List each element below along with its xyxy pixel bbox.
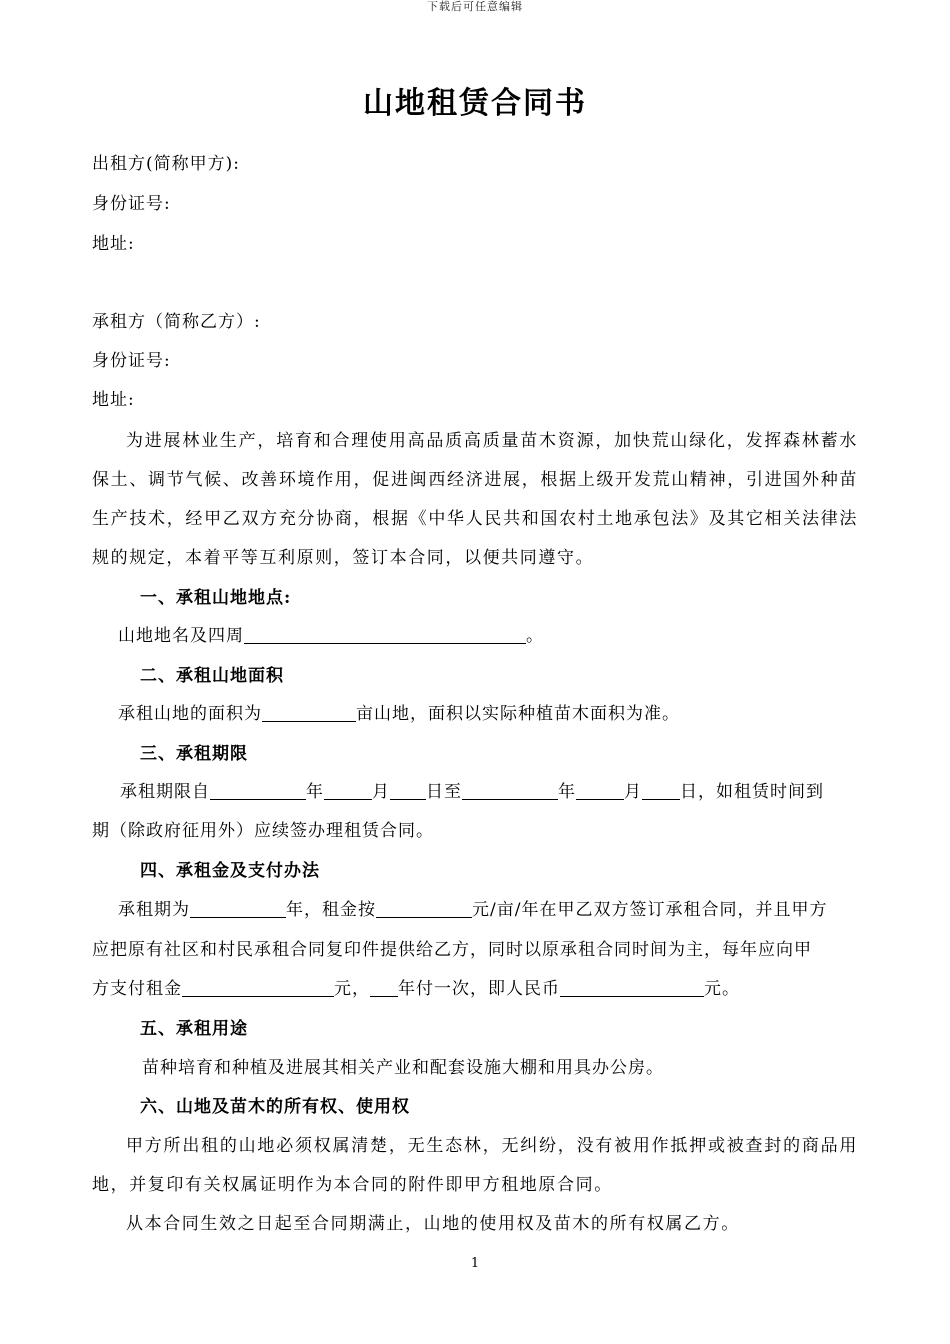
end-year-blank (462, 781, 558, 800)
end-day-blank (642, 781, 680, 800)
page-number: 1 (470, 1256, 480, 1271)
term-label: 承租期为 (118, 900, 190, 920)
yuan-end-label: 元。 (704, 979, 740, 999)
day-label-2: 日，如租赁时间到 (680, 782, 824, 802)
lessee-label: 承租方（简称乙方）: (92, 312, 261, 332)
term-from-label: 承租期限自 (120, 782, 210, 802)
start-year-blank (210, 781, 306, 800)
rent-amount-blank (182, 978, 334, 997)
lessor-label: 出租方(简称甲方): (92, 154, 240, 174)
section-5-text: 苗种培育和种植及进展其相关产业和配套设施大棚和用具办公房。 (142, 1058, 664, 1078)
lessee-address-label: 地址: (92, 390, 135, 410)
yuan-label: 元， (334, 979, 370, 999)
location-blank (244, 625, 526, 644)
term-years-blank (190, 899, 286, 918)
lessor-address-label: 地址: (92, 234, 135, 254)
section-2-text (118, 702, 680, 726)
pay-rent-label: 方支付租金 (92, 979, 182, 999)
section-1-text-before: 山地地名及四周 (118, 626, 244, 646)
rmb-amount-blank (560, 978, 704, 997)
area-blank (262, 703, 356, 722)
section-5-heading: 五、承租用途 (140, 1019, 248, 1039)
intro-paragraph: 为进展林业生产，培育和合理使用高品质高质量苗木资源，加快荒山绿化，发挥森林蓄水保土、调节气候、改善环境作用，促进闽西经济进展，根据上级开发荒山精神，引进国外种苗生产技术，经甲乙双方充分协商，根据《中华人民共和国农村土地承包法》及其它相关法律法规的规定，本着平等互利原则，签订本合同，以便共同遵守。 (92, 431, 858, 568)
section-1-heading: 一、承租山地地点: (140, 588, 292, 608)
pay-interval-text: 年付一次，即人民币 (398, 979, 560, 999)
section-3-heading: 三、承租期限 (140, 744, 248, 764)
start-month-blank (324, 781, 372, 800)
month-label: 月 (372, 782, 390, 802)
section-6-paragraph-1: 甲方所出租的山地必须权属清楚，无生态林，无纠纷，没有被用作抵押或被查封的商品用地，并复印有关权属证明作为本合同的附件即甲方租地原合同。 (92, 1136, 858, 1195)
year-label-2: 年 (558, 782, 576, 802)
pay-interval-blank (370, 978, 398, 997)
end-month-blank (576, 781, 624, 800)
section-1-text (118, 624, 544, 648)
section-4-line-1 (118, 898, 827, 922)
section-4-line-3 (92, 977, 740, 1001)
section-4-line-2: 应把原有社区和村民承租合同复印件提供给乙方，同时以原承租合同时间为主，每年应向甲 (92, 940, 812, 960)
section-3-line-1 (120, 780, 824, 804)
section-2-heading: 二、承租山地面积 (140, 666, 284, 686)
rent-rate-blank (376, 899, 472, 918)
header-note: 下载后可任意编辑 (427, 0, 523, 13)
day-to-label: 日至 (426, 782, 462, 802)
start-day-blank (390, 781, 426, 800)
rent-rate-text: 元/亩/年在甲乙双方签订承租合同，并且甲方 (472, 900, 828, 920)
section-6-paragraph-2: 从本合同生效之日起至合同期满止，山地的使用权及苗木的所有权属乙方。 (126, 1214, 740, 1234)
lessor-id-label: 身份证号: (92, 194, 171, 214)
lessee-id-label: 身份证号: (92, 351, 171, 371)
section-2-text-before: 承租山地的面积为 (118, 704, 262, 724)
section-6-heading: 六、山地及苗木的所有权、使用权 (140, 1097, 410, 1117)
year-label: 年 (306, 782, 324, 802)
month-label-2: 月 (624, 782, 642, 802)
section-2-text-after: 亩山地，面积以实际种植苗木面积为准。 (356, 704, 680, 724)
section-3-line-2: 期（除政府征用外）应续签办理租赁合同。 (92, 821, 434, 841)
rent-by-label: 年，租金按 (286, 900, 376, 920)
section-1-text-after: 。 (526, 626, 544, 646)
document-title: 山地租赁合同书 (363, 86, 587, 121)
section-4-heading: 四、承租金及支付办法 (140, 861, 320, 881)
